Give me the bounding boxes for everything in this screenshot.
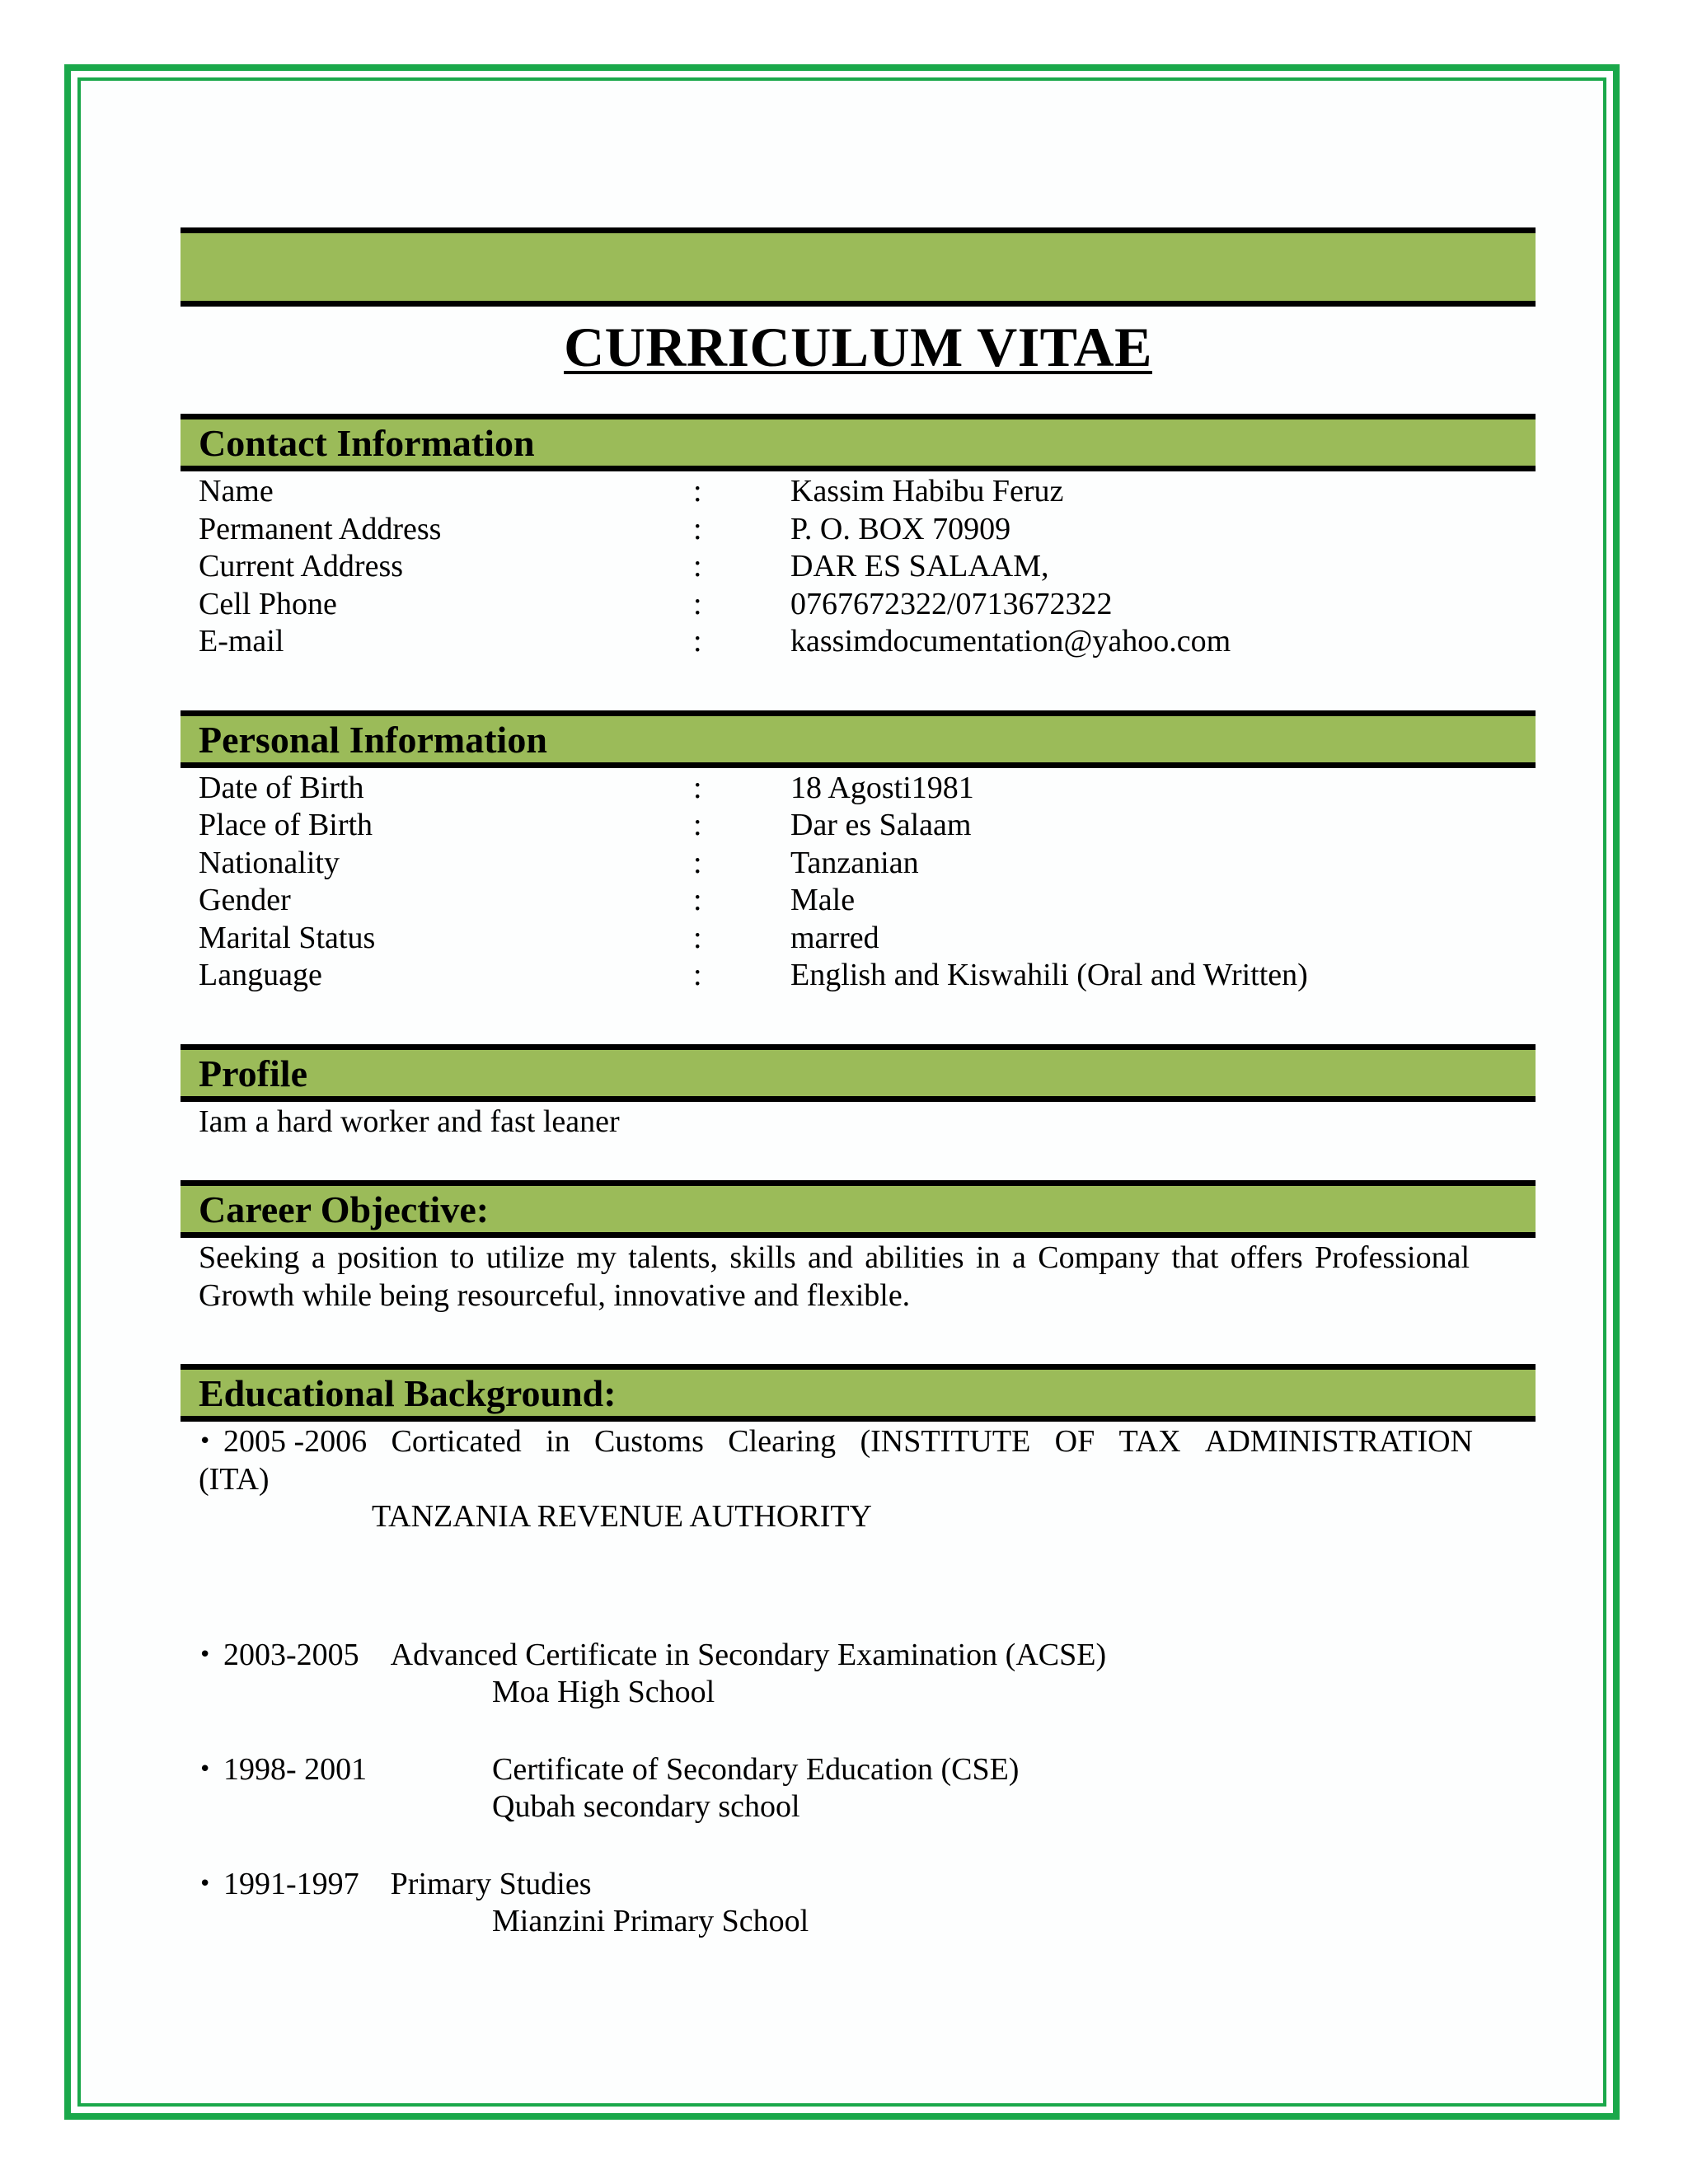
education-word: Customs xyxy=(593,1424,704,1459)
row-separator: : xyxy=(693,845,702,880)
row-separator: : xyxy=(693,808,702,842)
contact-row-email xyxy=(199,623,1536,661)
row-value: 0767672322/0713672322 xyxy=(790,586,1113,621)
education-item xyxy=(199,1751,1536,1826)
bullet-icon: • xyxy=(199,1871,212,1896)
row-label: Gender xyxy=(199,883,291,917)
education-word: OF xyxy=(1054,1424,1095,1459)
objective-heading: Career Objective: xyxy=(181,1180,1536,1238)
personal-heading: Personal Information xyxy=(181,710,1536,768)
contact-row-name xyxy=(199,473,1536,511)
contact-heading: Contact Information xyxy=(181,414,1536,471)
education-item xyxy=(199,1423,1536,1536)
personal-row-place-of-birth xyxy=(199,807,1536,845)
list-item-start xyxy=(199,1423,367,1461)
contact-row-cell-phone xyxy=(199,586,1536,624)
education-course: Advanced Certificate in Secondary Examination (ACSE) xyxy=(390,1637,1107,1672)
row-separator: : xyxy=(693,474,702,509)
row-label: Place of Birth xyxy=(199,808,373,842)
spacer xyxy=(199,1712,1536,1751)
spacer xyxy=(181,995,1536,1044)
education-years: 2003-2005 xyxy=(223,1637,359,1672)
row-value: marred xyxy=(790,920,879,955)
row-separator: : xyxy=(693,586,702,621)
row-value: Tanzanian xyxy=(790,845,919,880)
education-course: Primary Studies xyxy=(390,1866,592,1901)
education-institution: TANZANIA REVENUE AUTHORITY xyxy=(372,1499,872,1534)
row-label: Date of Birth xyxy=(199,770,364,805)
education-word: (INSTITUTE xyxy=(860,1424,1031,1459)
row-value: Male xyxy=(790,883,856,917)
row-label: Cell Phone xyxy=(199,586,337,621)
education-line xyxy=(199,1637,1536,1675)
education-heading: Educational Background: xyxy=(181,1364,1536,1422)
education-word: Clearing xyxy=(728,1424,837,1459)
education-years: 1998- 2001 xyxy=(223,1751,368,1787)
row-label: Marital Status xyxy=(199,920,376,955)
spacer xyxy=(181,1315,1536,1364)
profile-heading: Profile xyxy=(181,1044,1536,1102)
education-institution: Moa High School xyxy=(492,1675,715,1709)
contact-row-permanent-address xyxy=(199,511,1536,549)
spacer xyxy=(199,1536,1536,1637)
contact-rows xyxy=(181,471,1536,661)
personal-row-nationality xyxy=(199,845,1536,883)
spacer xyxy=(199,1826,1536,1866)
row-value: P. O. BOX 70909 xyxy=(790,511,1011,546)
education-line xyxy=(199,1423,1536,1461)
education-line xyxy=(199,1751,1536,1789)
row-separator: : xyxy=(693,624,702,658)
profile-text: Iam a hard worker and fast leaner xyxy=(199,1104,620,1139)
education-item xyxy=(199,1866,1536,1941)
education-word: TAX xyxy=(1118,1424,1181,1459)
education-course: Certificate of Secondary Education (CSE) xyxy=(492,1751,1020,1787)
bullet-icon: • xyxy=(199,1642,212,1667)
row-value: Dar es Salaam xyxy=(790,808,972,842)
education-years: 2005 -2006 xyxy=(223,1424,368,1459)
document-title: CURRICULUM VITAE xyxy=(564,316,1152,378)
education-institution: Qubah secondary school xyxy=(492,1789,800,1824)
email-value: kassimdocumentation@yahoo.com xyxy=(790,624,1231,658)
personal-row-gender xyxy=(199,882,1536,920)
row-label: Language xyxy=(199,958,322,992)
education-item xyxy=(199,1637,1536,1712)
row-value: DAR ES SALAAM, xyxy=(790,549,1049,583)
education-word: in xyxy=(546,1424,570,1459)
education-line-continued: (ITA) xyxy=(199,1461,270,1497)
row-separator: : xyxy=(693,920,702,955)
row-separator: : xyxy=(693,511,702,546)
spacer xyxy=(181,661,1536,710)
education-word: ADMINISTRATION xyxy=(1204,1424,1473,1459)
personal-row-language xyxy=(199,957,1536,995)
row-label: Permanent Address xyxy=(199,511,442,546)
row-label: Nationality xyxy=(199,845,340,880)
bullet-icon: • xyxy=(199,1429,212,1454)
objective-text: Seeking a position to utilize my talents, skills and abilities in a Company that offers Professional Growth while being resourceful, innovative and flexible. xyxy=(199,1240,1470,1313)
personal-row-marital-status xyxy=(199,920,1536,958)
personal-rows xyxy=(181,768,1536,995)
spacer xyxy=(181,1141,1536,1180)
education-years: 1991-1997 xyxy=(223,1866,359,1901)
row-label: Current Address xyxy=(199,549,404,583)
row-separator: : xyxy=(693,883,702,917)
row-value: English and Kiswahili (Oral and Written) xyxy=(790,958,1308,992)
row-separator: : xyxy=(693,958,702,992)
education-institution: Mianzini Primary School xyxy=(492,1904,809,1938)
row-value: Kassim Habibu Feruz xyxy=(790,474,1064,509)
education-list xyxy=(181,1422,1536,1941)
row-separator: : xyxy=(693,549,702,583)
contact-row-current-address xyxy=(199,548,1536,586)
row-label: E-mail xyxy=(199,624,284,658)
cv-document xyxy=(181,227,1536,1941)
personal-row-dob xyxy=(199,770,1536,808)
row-label: Name xyxy=(199,474,274,509)
bullet-icon: • xyxy=(199,1756,212,1782)
education-line xyxy=(199,1866,1536,1904)
row-separator: : xyxy=(693,770,702,805)
row-value: 18 Agosti1981 xyxy=(790,770,974,805)
header-band xyxy=(181,227,1536,307)
education-word: Corticated xyxy=(391,1424,522,1459)
